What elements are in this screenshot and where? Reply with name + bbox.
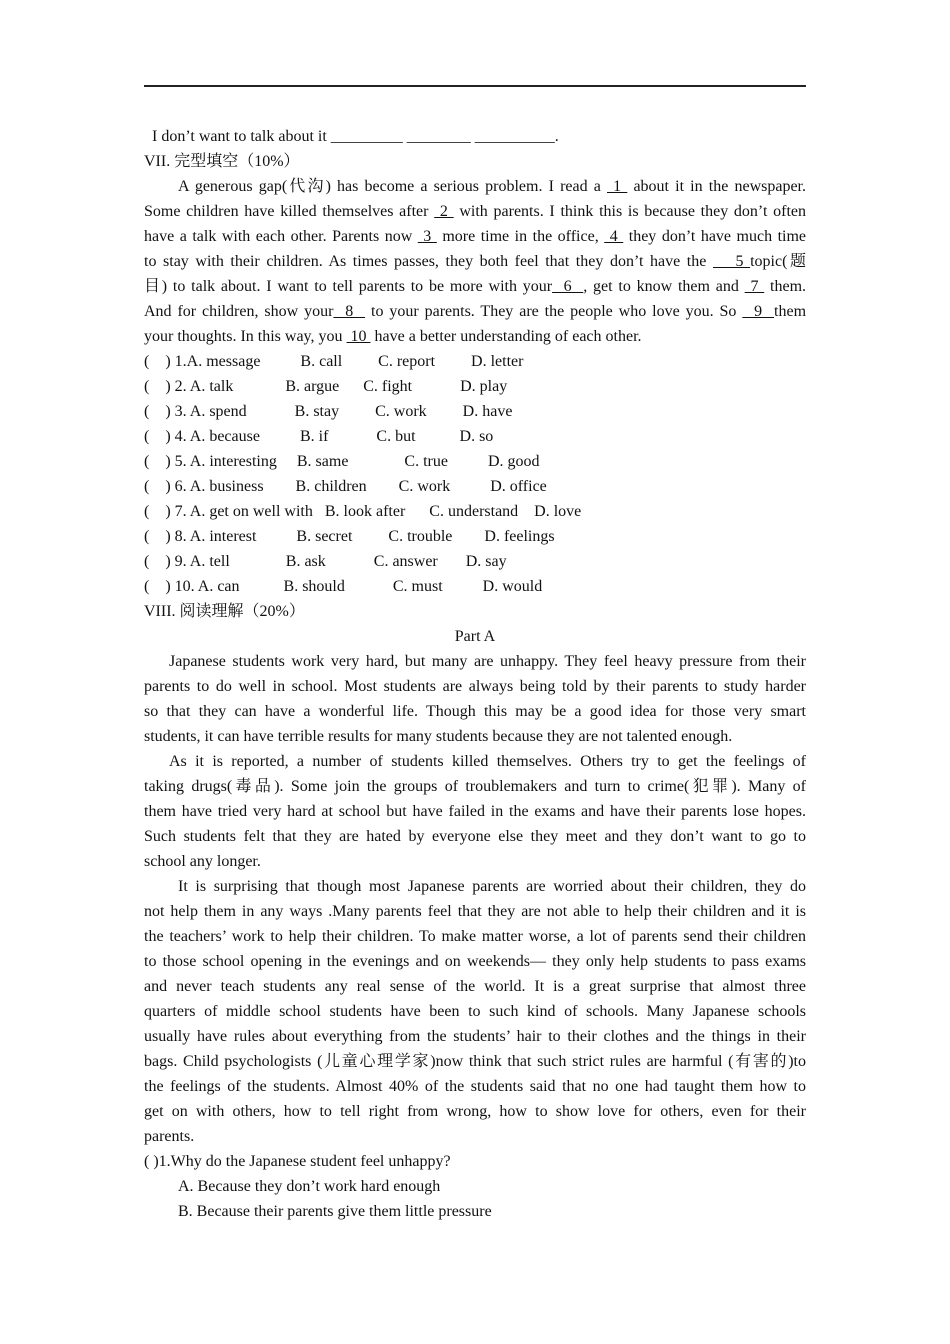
cloze-question: ( ) 10. A. can B. should C. must D. would	[144, 578, 543, 595]
cloze-question: ( ) 3. A. spend B. stay C. work D. have	[144, 403, 513, 420]
reading-line: students, it can have terrible results for many students because they are not talented enough.	[144, 728, 733, 745]
passage-text: with parents. I think this is because they don’t often	[453, 203, 806, 220]
answer-blank: 2	[434, 203, 454, 220]
passage-text: your thoughts. In this way, you	[144, 328, 347, 345]
reading-passage	[144, 649, 806, 1149]
passage-text: , get to know them and	[583, 278, 745, 295]
header-rule	[144, 85, 806, 87]
reading-line: not help them in any ways .Many parents feel that they are not able to help their children and it is	[144, 903, 806, 920]
reading-line: As it is reported, a number of students killed themselves. Others try to get the feelings of	[169, 753, 806, 770]
reading-line: parents.	[144, 1128, 195, 1145]
passage-text: to your parents. They are the people who love you. So	[365, 303, 743, 320]
document-body	[144, 124, 806, 1224]
answer-option: B. Because their parents give them little pressure	[178, 1203, 492, 1220]
reading-line: the feelings of the students. Almost 40% of the students said that no one had taught them how to	[144, 1078, 806, 1095]
passage-text: they don’t have much time	[623, 228, 806, 245]
passage-text: them.	[764, 278, 806, 295]
reading-line: the teachers’ work to help their children. To make matter worse, a lot of parents send their children	[144, 928, 806, 945]
passage-line	[144, 224, 806, 249]
passage-text: have a better understanding of each other.	[370, 328, 642, 345]
passage-text: topic(题	[750, 253, 806, 270]
reading-line: to those school opening in the evenings and on weekends— they only help students to pass exams	[144, 953, 806, 970]
passage-line	[144, 299, 806, 324]
passage-line	[144, 274, 806, 299]
reading-line: Such students felt that they are hated by everyone else they meet and they don’t want to go to	[144, 828, 806, 845]
question-1: ( )1.Why do the Japanese student feel unhappy?	[144, 1153, 451, 1170]
answer-blank: 6	[552, 278, 584, 295]
passage-line	[144, 199, 806, 224]
passage-text: more time in the office,	[436, 228, 605, 245]
passage-text: to stay with their children. As times passes, they both feel that they don’t have the	[144, 253, 713, 270]
passage-text: And for children, show your	[144, 303, 334, 320]
answer-blank: __5	[712, 253, 751, 270]
reading-line: so that they can have a wonderful life. Though this may be a good idea for those very smart	[144, 703, 806, 720]
answer-blank: 1	[607, 178, 628, 195]
passage-line	[144, 174, 806, 199]
reading-line: quarters of middle school students have been to such kind of schools. Many Japanese schools	[144, 1003, 806, 1020]
cloze-question: ( ) 7. A. get on well with B. look after C. understand D. love	[144, 503, 582, 520]
passage-text: 目) to talk about. I want to tell parents to be more with your	[144, 278, 553, 295]
passage-text: them	[774, 303, 806, 320]
cloze-question: ( ) 4. A. because B. if C. but D. so	[144, 428, 494, 445]
cloze-question: ( ) 8. A. interest B. secret C. trouble D. feelings	[144, 528, 555, 545]
reading-line: It is surprising that though most Japanese parents are worried about their children, they do	[178, 878, 806, 895]
answer-blank: 4	[604, 228, 624, 245]
cloze-passage	[144, 174, 806, 349]
passage-text: have a talk with each other. Parents now	[144, 228, 418, 245]
section-7-title: VII. 完型填空（10%）	[144, 153, 300, 170]
reading-line: bags. Child psychologists (儿童心理学家)now think that such strict rules are harmful (有害的)to	[144, 1053, 806, 1070]
passage-text: A generous gap(代沟) has become a serious problem. I read a	[178, 178, 608, 195]
reading-line: and never teach students any real sense of the world. It is a great surprise that almost three	[144, 978, 806, 995]
passage-text: about it in the newspaper.	[627, 178, 806, 195]
answer-blank: 3	[417, 228, 437, 245]
answer-option: A. Because they don’t work hard enough	[178, 1178, 441, 1195]
answer-blank: 9	[742, 303, 775, 320]
reading-line: parents to do well in school. Most students are always being told by their parents to study harder	[144, 678, 806, 695]
cloze-question: ( ) 2. A. talk B. argue C. fight D. play	[144, 378, 508, 395]
cloze-question: ( ) 9. A. tell B. ask C. answer D. say	[144, 553, 507, 570]
intro-line: I don’t want to talk about it _________ ________ __________.	[152, 128, 559, 145]
passage-line	[144, 249, 806, 274]
reading-line: get on with others, how to tell right from wrong, how to show love for others, even for their	[144, 1103, 806, 1120]
answer-blank: 8	[333, 303, 366, 320]
cloze-question: ( ) 5. A. interesting B. same C. true D. good	[144, 453, 540, 470]
cloze-questions	[144, 349, 806, 599]
cloze-question: ( ) 6. A. business B. children C. work D. office	[144, 478, 547, 495]
reading-line: taking drugs(毒品). Some join the groups of troublemakers and turn to crime(犯罪). Many of	[144, 778, 806, 795]
reading-line: usually have rules about everything from the students’ hair to their clothes and the things in their	[144, 1028, 806, 1045]
passage-text: Some children have killed themselves after	[144, 203, 435, 220]
reading-line: school any longer.	[144, 853, 261, 870]
answer-blank: 10	[346, 328, 371, 345]
section-8-title: VIII. 阅读理解（20%）	[144, 603, 305, 620]
reading-line: Japanese students work very hard, but many are unhappy. They feel heavy pressure from their	[169, 653, 806, 670]
part-label: Part A	[454, 628, 496, 645]
passage-line	[144, 324, 806, 349]
question-1-options	[144, 1174, 806, 1224]
answer-blank: 7	[744, 278, 765, 295]
reading-line: them have tried very hard at school but have failed in the exams and have their parents lose hopes.	[144, 803, 806, 820]
cloze-question: ( ) 1.A. message B. call C. report D. letter	[144, 353, 524, 370]
